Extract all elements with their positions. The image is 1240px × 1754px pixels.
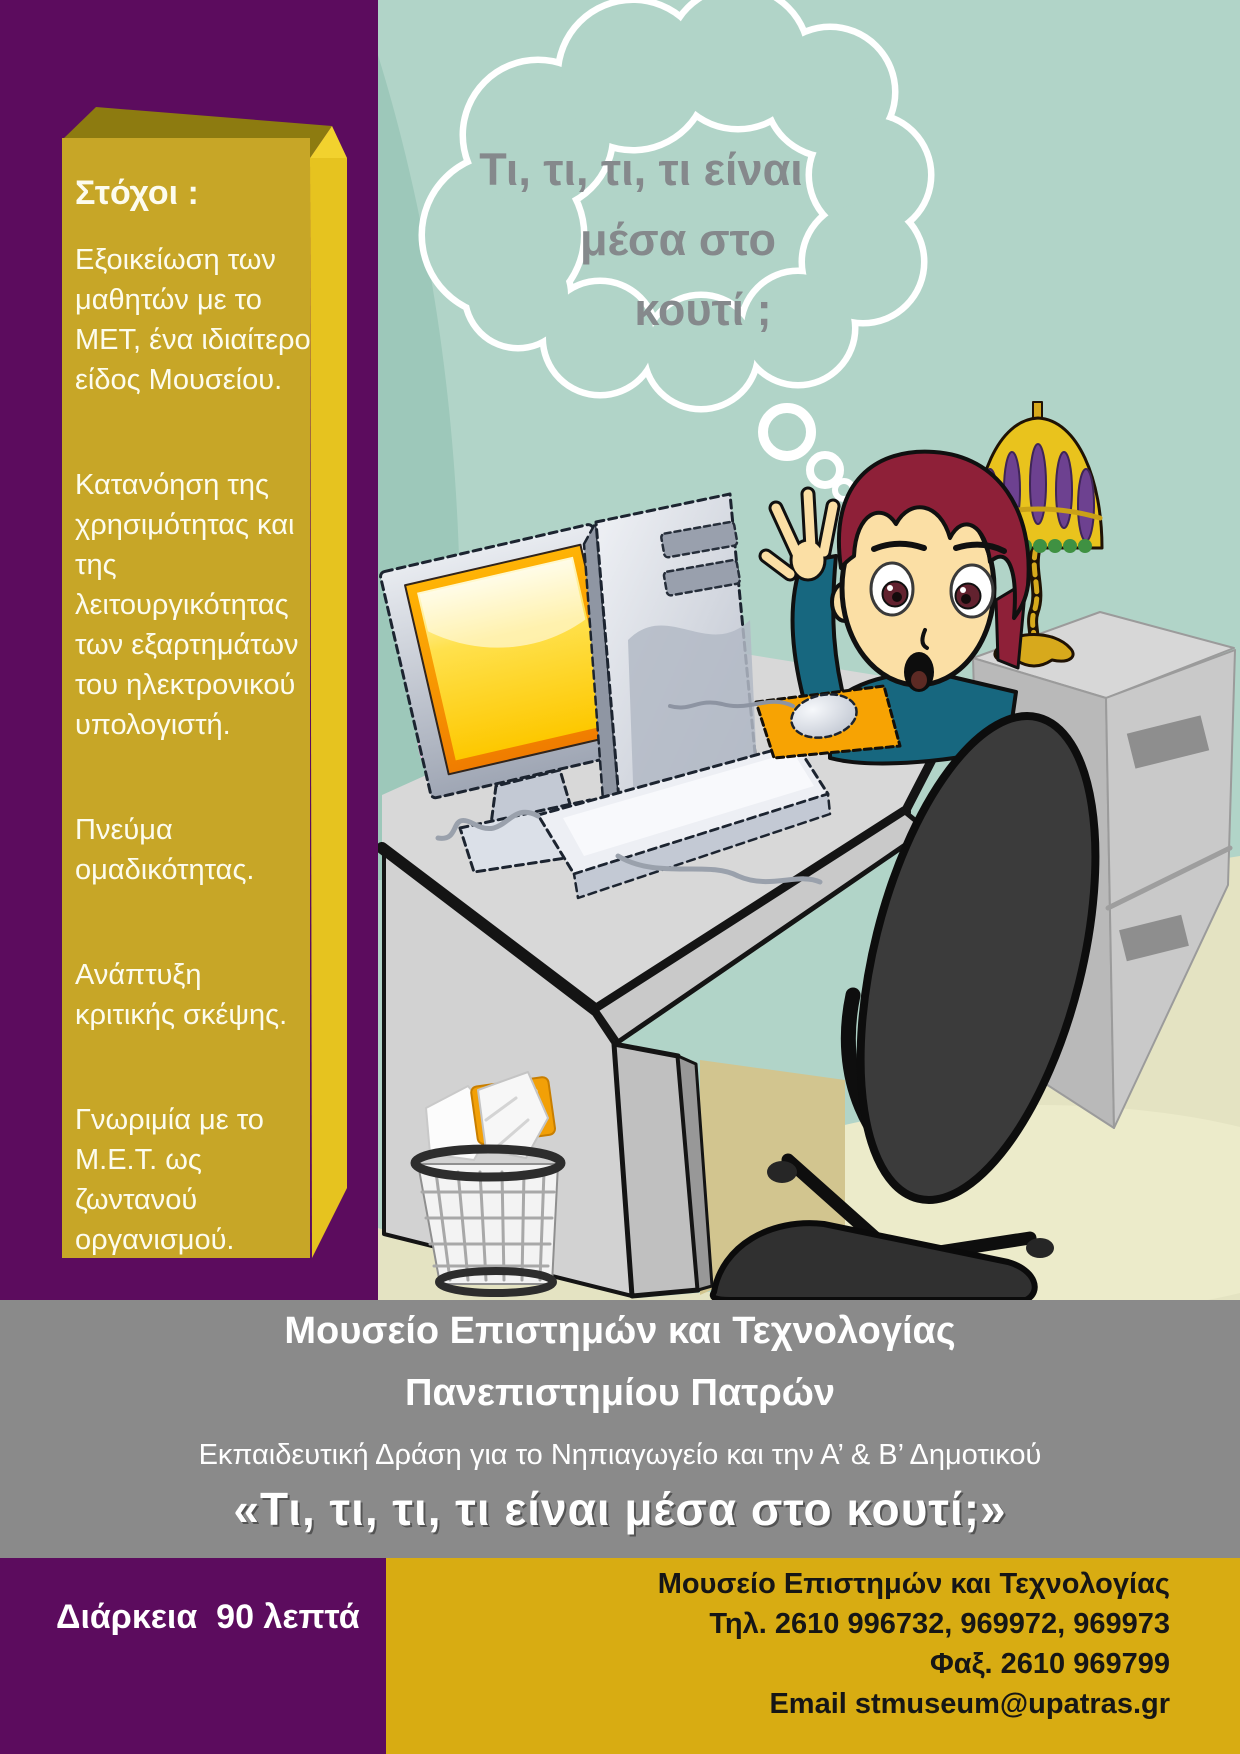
- bubble-text-line: μέσα στο: [580, 214, 776, 265]
- program-subtitle: Εκπαιδευτική Δράση για το Νηπιαγωγείο και την Α’ & Β’ Δημοτικού: [198, 1439, 1042, 1471]
- bubble-text-line: Τι, τι, τι, τι είναι: [479, 144, 803, 195]
- goal-item: Κατανόηση της χρησιμότητας και της λειτουργικότητας των εξαρτημάτων του ηλεκτρονικού υπολογιστή.: [75, 469, 299, 741]
- duration-text: Διάρκεια 90 λεπτά: [56, 1598, 360, 1636]
- contact-org: Μουσείο Επιστημών και Τεχνολογίας: [657, 1568, 1170, 1600]
- contact-info: [658, 1564, 1170, 1724]
- contact-email: Email stmuseum@upatras.gr: [769, 1688, 1170, 1720]
- box-right-face: [310, 158, 347, 1258]
- goals-text: [75, 172, 313, 1325]
- goal-item: Γνωριμία με το Μ.Ε.Τ. ως ζωντανού οργανισμού.: [75, 1104, 264, 1256]
- contact-fax: Φαξ. 2610 969799: [929, 1648, 1170, 1680]
- goals-heading: Στόχοι :: [75, 174, 199, 212]
- program-slogan: «Τι, τι, τι, τι είναι μέσα στο κουτί;»: [233, 1483, 1007, 1535]
- museum-title-line2: Πανεπιστημίου Πατρών: [405, 1372, 835, 1414]
- goal-item: Εξοικείωση των μαθητών με το ΜΕΤ, ένα ιδιαίτερο είδος Μουσείου.: [75, 244, 311, 396]
- wastebasket: [415, 1072, 561, 1293]
- museum-title-line1: Μουσείο Επιστημών και Τεχνολογίας: [284, 1310, 956, 1352]
- bubble-text-line: κουτί ;: [634, 284, 772, 335]
- illustration: [378, 0, 1240, 1300]
- title-banner: [0, 1300, 1240, 1558]
- contact-phone: Τηλ. 2610 996732, 969972, 969973: [709, 1608, 1170, 1640]
- contact-block: [386, 1558, 1240, 1754]
- duration-block: [0, 1558, 386, 1754]
- bubble-trail-dot: [763, 408, 811, 456]
- sidebar: [0, 0, 378, 1303]
- goal-item: Ανάπτυξη κριτικής σκέψης.: [75, 959, 288, 1031]
- goal-item: Πνεύμα ομαδικότητας.: [75, 814, 255, 886]
- bubble-trail-dot: [810, 455, 840, 485]
